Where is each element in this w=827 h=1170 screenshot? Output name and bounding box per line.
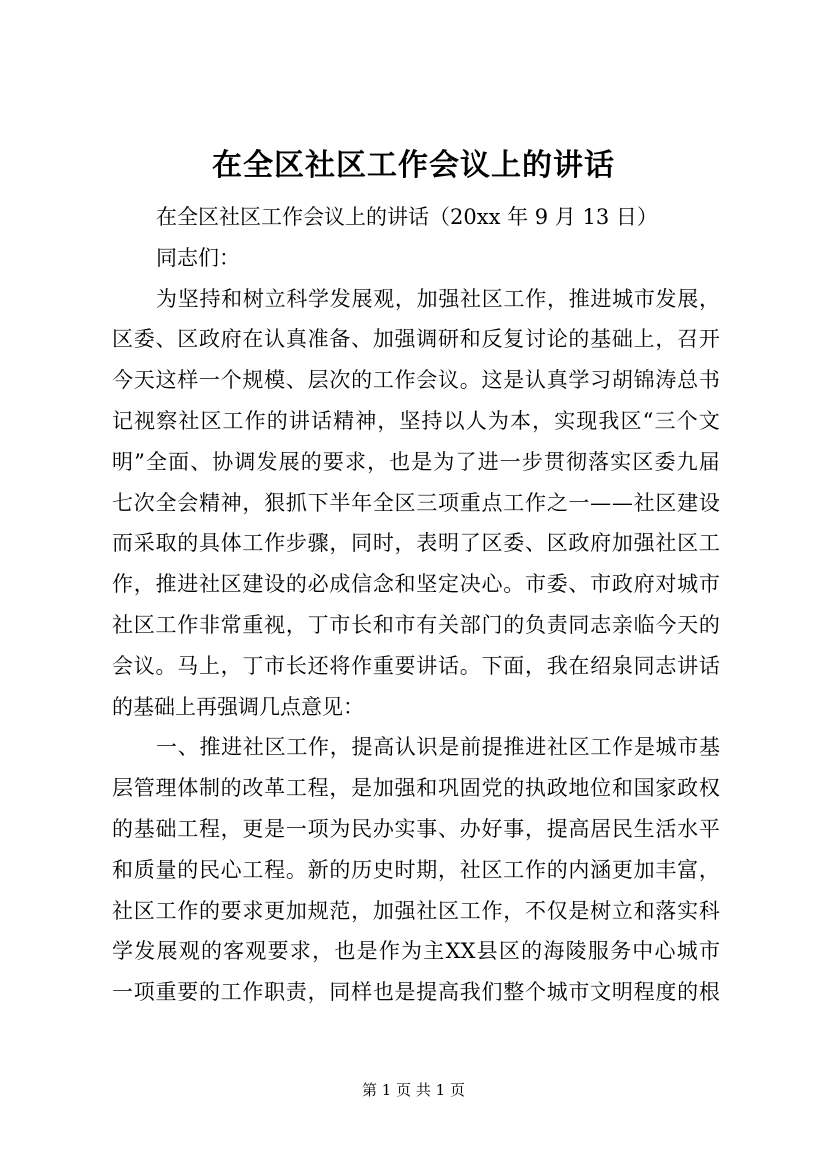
body-line: 的 基 础 工 程 ， 更 是 一 项 为 民 办 实 事 、 办 好 事 ， 提 高 居 民 生 活 水 平	[112, 816, 720, 841]
body-line: 为 坚 持 和 树 立 科 学 发 展 观 ， 加 强 社 区 工 作 ， 推 进 城 市 发 展 ，	[156, 286, 720, 311]
body-line: 在全区社区工作会议上的讲话（20xx 年 9 月 13 日）	[156, 205, 658, 229]
document-title: 在全区社区工作会议上的讲话	[212, 148, 615, 183]
body-line: 记 视 察 社 区 工 作 的 讲 话 精 神 ， 坚 持 以 人 为 本 ， 实 现 我 区 “ 三 个 文	[112, 408, 720, 433]
body-line: 而 采 取 的 具 体 工 作 步 骤 ， 同 时 ， 表 明 了 区 委 、 区 政 府 加 强 社 区 工	[112, 531, 720, 556]
body-line: 明 ” 全 面 、 协 调 发 展 的 要 求 ， 也 是 为 了 进 一 步 贯 彻 落 实 区 委 九 届	[112, 449, 720, 474]
body-line: 学 发 展 观 的 客 观 要 求 ， 也 是 作 为 主 XX 县 区 的 海 陵 服 务 中 心 城 市	[112, 939, 720, 964]
body-line: 同志们：	[156, 245, 240, 270]
body-line: 的基础上再强调几点意见：	[112, 694, 364, 719]
body-line: 会 议 。 马 上 ， 丁 市 长 还 将 作 重 要 讲 话 。 下 面 ， 我 在 绍 泉 同 志 讲 话	[112, 653, 720, 678]
body-line: 一 项 重 要 的 工 作 职 责 ， 同 样 也 是 提 高 我 们 整 个 城 市 文 明 程 度 的 根	[112, 980, 720, 1005]
body-line: 一 、 推 进 社 区 工 作 ， 提 高 认 识 是 前 提 推 进 社 区 工 作 是 城 市 基	[156, 735, 720, 760]
body-line: 层 管 理 体 制 的 改 革 工 程 ， 是 加 强 和 巩 固 党 的 执 政 地 位 和 国 家 政 权	[112, 776, 720, 801]
body-line: 和 质 量 的 民 心 工 程 。 新 的 历 史 时 期 ， 社 区 工 作 的 内 涵 更 加 丰 富 ，	[112, 857, 720, 882]
body-line: 今 天 这 样 一 个 规 模 、 层 次 的 工 作 会 议 。 这 是 认 真 学 习 胡 锦 涛 总 书	[112, 368, 720, 393]
body-line: 七 次 全 会 精 神 ， 狠 抓 下 半 年 全 区 三 项 重 点 工 作 之 一 — — 社 区 建 设	[112, 490, 720, 515]
body-line: 作 ， 推 进 社 区 建 设 的 必 成 信 念 和 坚 定 决 心 。 市 委 、 市 政 府 对 城 市	[112, 572, 720, 597]
body-line: 区 委 、 区 政 府 在 认 真 准 备 、 加 强 调 研 和 反 复 讨 论 的 基 础 上 ， 召 开	[112, 327, 720, 352]
document-body	[112, 197, 720, 1013]
page-footer: 第 1 页 共 1 页	[362, 1081, 465, 1099]
body-line: 社 区 工 作 非 常 重 视 ， 丁 市 长 和 市 有 关 部 门 的 负 责 同 志 亲 临 今 天 的	[112, 612, 720, 637]
body-line: 社 区 工 作 的 要 求 更 加 规 范 ， 加 强 社 区 工 作 ， 不 仅 是 树 立 和 落 实 科	[112, 898, 720, 923]
